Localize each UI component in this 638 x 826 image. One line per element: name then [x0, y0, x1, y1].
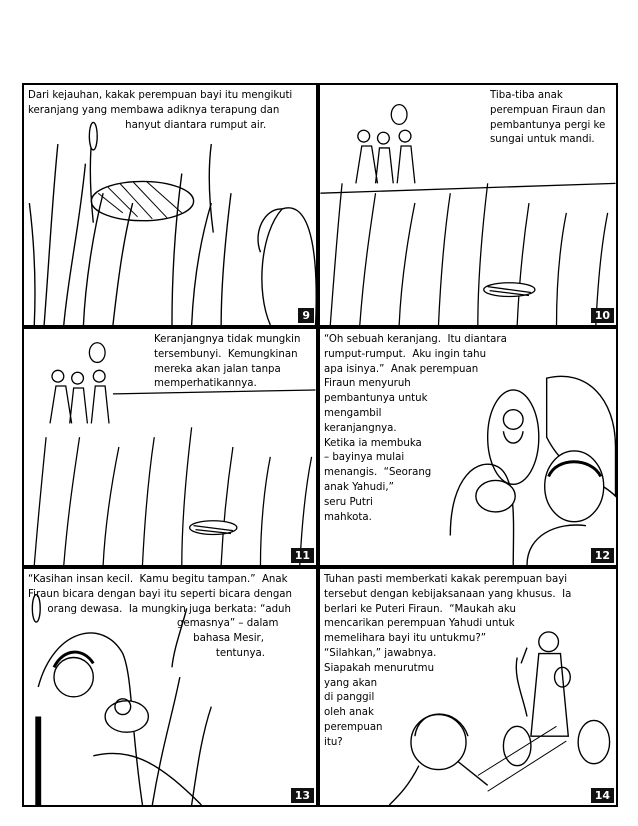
panel-number: 10 [591, 308, 614, 323]
panel-caption: Dari kejauhan, kakak perempuan bayi itu mengikuti keranjang yang membawa adiknya terapung dan hanyut diantara rumput air. [28, 90, 293, 131]
panel-number: 11 [291, 548, 314, 563]
panel-13 [22, 567, 318, 807]
panel-caption: “Oh sebuah keranjang. Itu diantara rumput-rumput. Aku ingin tahu apa isinya.” Anak perempuan Firaun menyuruh pembantunya untuk mengambil keranjangnya. Ketika ia membuka – bayinya mulai menangis. “Seorang anak Yahudi,” seru Putri mahkota. [324, 334, 507, 523]
panel-9 [22, 83, 318, 327]
panel-caption: Tuhan pasti memberkati kakak perempuan bayi tersebut dengan kebijaksanaan yang khusus. Ia berlari ke Puteri Firaun. “Maukah aku mencarikan perempuan Yahudi untuk memelihara bayi itu untukmu?” “Silahkan,” jawabnya. Siapakah menurutmu yang akan di panggil oleh anak perempuan itu? [324, 574, 572, 748]
panel-number: 12 [591, 548, 614, 563]
panel-14 [318, 567, 618, 807]
panel-number: 14 [591, 788, 614, 803]
panel-11 [22, 327, 318, 567]
panel-caption: “Kasihan insan kecil. Kamu begitu tampan.” Anak Firaun bicara dengan bayi itu seperti bicara dengan orang dewasa. Ia mungkin juga berkata: “aduh gemasnya” – dalam bahasa Mesir, tentunya. [28, 574, 292, 659]
panel-number: 13 [291, 788, 314, 803]
panel-caption: Keranjangnya tidak mungkin tersembunyi. Kemungkinan mereka akan jalan tanpa memperhatikannya. [154, 334, 301, 390]
panel-12 [318, 327, 618, 567]
panel-caption: Tiba-tiba anak perempuan Firaun dan pembantunya pergi ke sungai untuk mandi. [490, 90, 606, 146]
panel-number: 9 [298, 308, 314, 323]
panel-10 [318, 83, 618, 327]
